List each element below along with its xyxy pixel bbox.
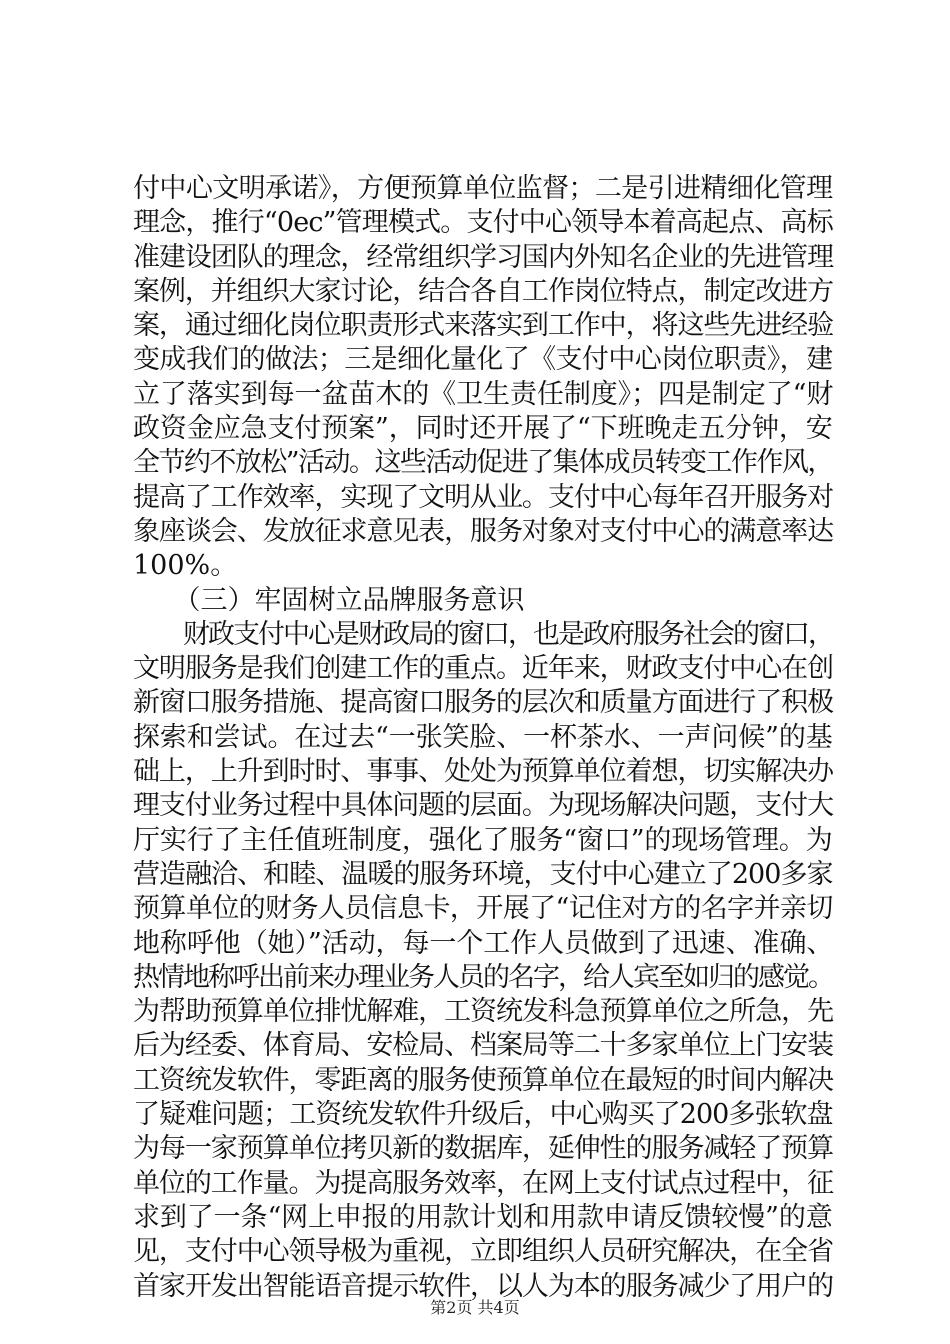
text-line: 础上，上升到时时、事事、处处为预算单位着想，切实解决办 xyxy=(133,756,833,788)
text-line: 付中心文明承诺》，方便预算单位监督；二是引进精细化管理 xyxy=(133,173,833,204)
text-line: 全节约不放松”活动。这些活动促进了集体成员转变工作作风， xyxy=(133,447,833,479)
text-line: 工资统发软件，零距离的服务使预算单位在最短的时间内解决 xyxy=(133,1064,833,1096)
text-line: 地称呼他（她）”活动，每一个工作人员做到了迅速、准确、 xyxy=(133,927,834,959)
text-line: 为帮助预算单位排忧解难，工资统发科急预算单位之所急，先 xyxy=(133,996,833,1028)
text-line: 探索和尝试。在过去“一张笑脸、一杯茶水、一声问候”的基 xyxy=(133,721,833,753)
text-line: 财政支付中心是财政局的窗口，也是政府服务社会的窗口， xyxy=(133,618,833,650)
text-line: 新窗口服务措施、提高窗口服务的层次和质量方面进行了积极 xyxy=(133,687,833,719)
text-line: 理支付业务过程中具体问题的层面。为现场解决问题，支付大 xyxy=(133,790,833,822)
body-text xyxy=(133,172,833,1304)
text-line: 政资金应急支付预案”，同时还开展了“下班晚走五分钟，安 xyxy=(133,413,833,445)
text-line: 100%。 xyxy=(133,550,238,582)
text-line: 营造融洽、和睦、温暖的服务环境，支付中心建立了200多家 xyxy=(133,858,833,890)
text-line: 象座谈会、发放征求意见表，服务对象对支付中心的满意率达 xyxy=(133,515,833,547)
text-line: 立了落实到每一盆苗木的《卫生责任制度》；四是制定了“财 xyxy=(133,378,834,410)
page-footer: 第2页 共4页 xyxy=(430,1298,520,1317)
text-line: 理念，推行“0ec”管理模式。支付中心领导本着高起点、高标 xyxy=(133,207,833,239)
text-line: 单位的工作量。为提高服务效率，在网上支付试点过程中，征 xyxy=(133,1167,833,1199)
text-line: 变成我们的做法；三是细化量化了《支付中心岗位职责》，建 xyxy=(133,344,833,376)
text-line: 案例，并组织大家讨论，结合各自工作岗位特点，制定改进方 xyxy=(133,275,833,307)
text-line: 首家开发出智能语音提示软件，以人为本的服务减少了用户的 xyxy=(133,1270,833,1302)
text-line: 准建设团队的理念，经常组织学习国内外知名企业的先进管理 xyxy=(133,241,833,273)
text-line: 求到了一条“网上申报的用款计划和用款申请反馈较慢”的意 xyxy=(133,1201,833,1233)
text-line: 文明服务是我们创建工作的重点。近年来，财政支付中心在创 xyxy=(133,653,833,685)
text-line: 后为经委、体育局、安检局、档案局等二十多家单位上门安装 xyxy=(133,1030,833,1062)
text-line: 厅实行了主任值班制度，强化了服务“窗口”的现场管理。为 xyxy=(133,824,833,856)
text-line: 案，通过细化岗位职责形式来落实到工作中，将这些先进经验 xyxy=(133,310,833,342)
text-line: 见，支付中心领导极为重视，立即组织人员研究解决，在全省 xyxy=(133,1236,833,1268)
text-line: 预算单位的财务人员信息卡，开展了“记住对方的名字并亲切 xyxy=(133,893,833,925)
text-line: （三）牢固树立品牌服务意识 xyxy=(133,584,525,616)
text-line: 提高了工作效率，实现了文明从业。支付中心每年召开服务对 xyxy=(133,481,833,513)
text-line: 热情地称呼出前来办理业务人员的名字，给人宾至如归的感觉。 xyxy=(133,961,833,993)
text-line: 为每一家预算单位拷贝新的数据库，延伸性的服务减轻了预算 xyxy=(133,1133,833,1165)
text-line: 了疑难问题；工资统发软件升级后，中心购买了200多张软盘 xyxy=(133,1099,833,1131)
